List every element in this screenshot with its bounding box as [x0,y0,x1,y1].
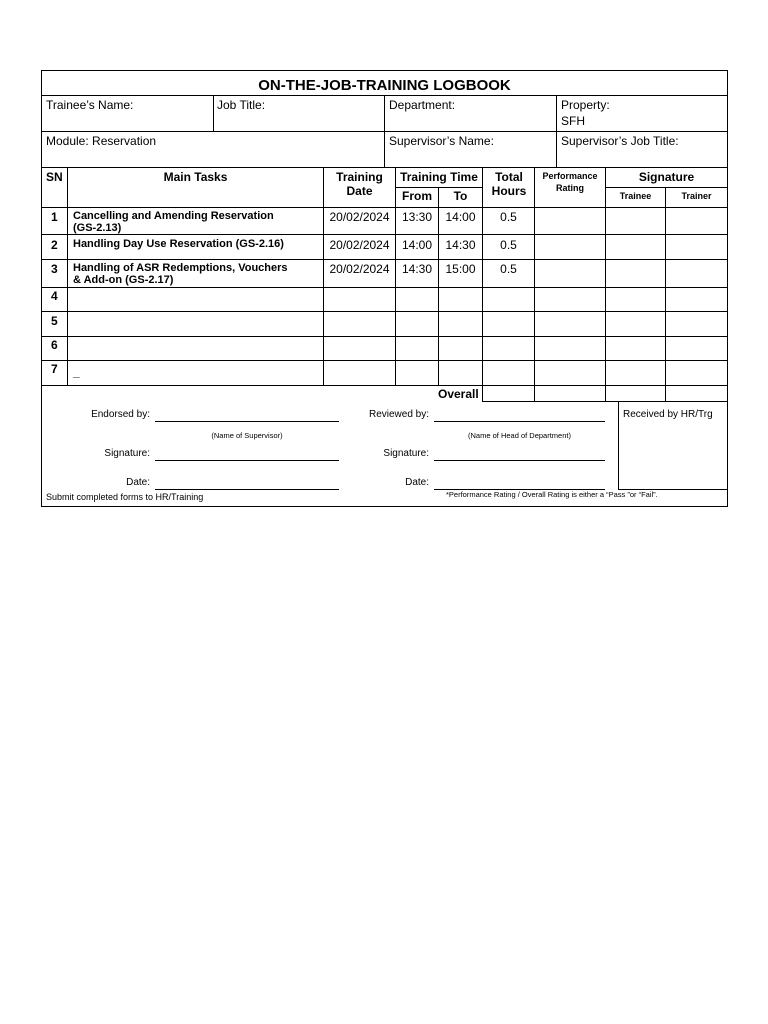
module-label: Module: Reservation [46,134,157,148]
divider [605,187,727,188]
row-sn: 2 [51,238,58,252]
divider [42,167,727,168]
col-header-performance-rating: Performance Rating [542,171,598,193]
row-from: 14:30 [401,262,433,276]
row-task-cont: & Add-on (GS-2.17) [73,274,174,286]
row-sn: 1 [51,210,58,224]
overall-label: Overall [438,387,479,401]
divider [67,167,68,385]
row-to: 14:00 [445,210,476,224]
date-left-line [155,489,339,490]
form-title: ON-THE-JOB-TRAINING LOGBOOK [258,77,511,94]
row-task-cont: (GS-2.13) [73,222,122,234]
row-sn: 7 [51,362,58,376]
row-to: 14:30 [445,238,476,252]
endorsed-by-line [155,421,339,422]
divider [42,336,727,337]
supervisor-job-title-label: Supervisor’s Job Title: [561,134,679,148]
divider [42,287,727,288]
row-sn: 6 [51,338,58,352]
row-task: Cancelling and Amending Reservation [73,210,274,222]
divider [42,311,727,312]
divider [42,259,727,260]
row-sn: 4 [51,289,58,303]
row-sn: 3 [51,262,58,276]
date-right-label: Date: [405,477,429,488]
col-header-trainee: Trainee [619,191,652,201]
department-label: Department: [389,98,456,112]
divider [213,95,214,131]
divider [556,95,557,167]
name-of-hod-caption: (Name of Head of Department) [468,431,571,440]
col-header-training-date: Training Date [336,170,383,198]
divider [42,207,727,208]
col-header-from: From [402,189,432,203]
col-header-sn: SN [46,170,63,184]
signature-right-line [434,460,605,461]
row-date: 20/02/2024 [329,238,390,252]
divider [618,401,619,489]
row-hours: 0.5 [500,262,517,276]
row-from: 14:00 [401,238,433,252]
col-header-trainer: Trainer [681,191,712,201]
col-header-total-hours: Total Hours [491,170,527,198]
row-date: 20/02/2024 [329,210,390,224]
divider [384,95,385,167]
row-task: Handling of ASR Redemptions, Vouchers [73,262,288,274]
property-label: Property: [561,98,610,112]
row-task: _ [73,365,80,379]
name-of-supervisor-caption: (Name of Supervisor) [211,431,283,440]
divider [534,167,535,401]
row-task: Handling Day Use Reservation (GS-2.16) [73,238,284,250]
col-header-signature: Signature [638,170,695,184]
divider [665,187,666,401]
trainee-name-label: Trainee’s Name: [46,98,134,112]
training-logbook-form [41,70,728,507]
signature-right-label: Signature: [383,448,429,459]
row-from: 13:30 [401,210,433,224]
supervisor-name-label: Supervisor’s Name: [389,134,494,148]
signature-left-line [155,460,339,461]
row-to: 15:00 [445,262,476,276]
divider [42,234,727,235]
divider [42,360,727,361]
divider [42,385,727,386]
reviewed-by-label: Reviewed by: [368,409,429,420]
divider [323,167,324,385]
col-header-to: To [453,189,468,203]
row-date: 20/02/2024 [329,262,390,276]
date-left-label: Date: [126,477,150,488]
row-hours: 0.5 [500,210,517,224]
rating-note: *Performance Rating / Overall Rating is either a “Pass ”or “Fail”. [446,490,658,499]
row-hours: 0.5 [500,238,517,252]
submit-note: Submit completed forms to HR/Training [46,492,204,502]
row-sn: 5 [51,314,58,328]
divider [482,401,727,402]
endorsed-by-label: Endorsed by: [91,409,150,420]
reviewed-by-line [434,421,605,422]
property-value: SFH [561,114,585,128]
received-by-label: Received by HR/Trg [623,409,713,420]
divider [482,167,483,401]
col-header-main-tasks: Main Tasks [163,170,228,184]
job-title-label: Job Title: [217,98,266,112]
divider [605,167,606,401]
col-header-training-time: Training Time [400,170,478,184]
signature-left-label: Signature: [104,448,150,459]
